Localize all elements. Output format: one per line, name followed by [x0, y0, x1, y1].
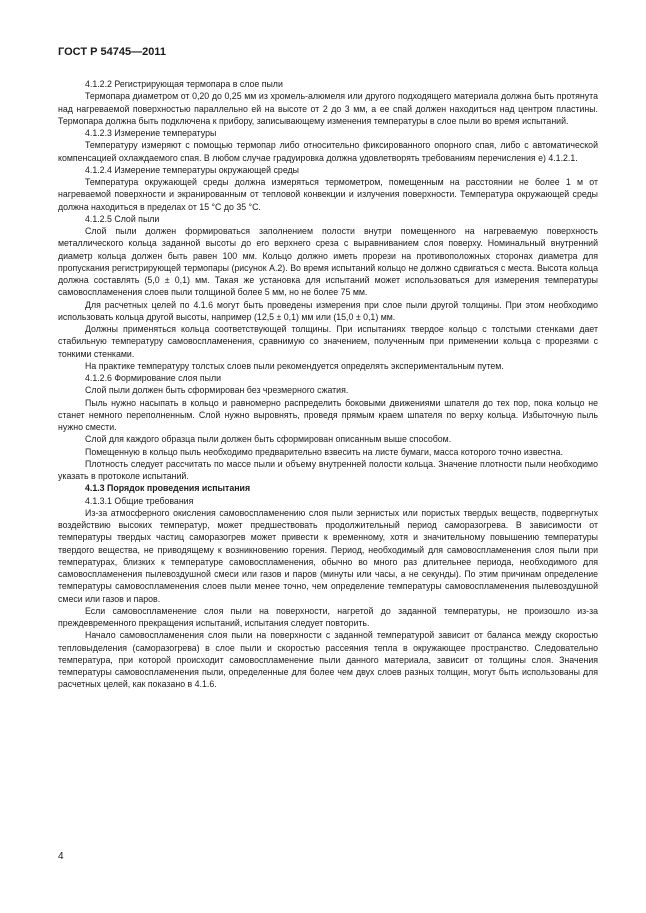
page-number: 4	[58, 851, 64, 862]
paragraph: Начало самовоспламенения слоя пыли на поверхности с заданной температурой зависит от баланса между скоростью тепловыделения (саморазогрева) в слое пыли и скоростью рассеяния тепла в окружающее пространство. Следовательно температура, при которой происходит самовоспламенение пыли данного материала, зависит от толщины слоя. Значения температуры самовоспламенения пыли, определенные для более чем двух слоев разных толщин, могут быть использованы для расчетных целей, как показано в 4.1.6.	[58, 630, 598, 690]
paragraph: Если самовоспламенение слоя пыли на поверхности, нагретой до заданной температуры, не произошло из-за преждевременного прекращения испытаний, испытания следует повторить.	[58, 605, 598, 628]
paragraph: Слой для каждого образца пыли должен быть сформирован описанным выше способом.	[85, 434, 452, 445]
paragraph: Для расчетных целей по 4.1.6 могут быть проведены измерения при слое пыли другой толщины. При этом необходимо использовать кольца другой высоты, например (12,5 ± 0,1) мм или (15,0 ± 0,1) мм.	[58, 299, 598, 322]
paragraph: Слой пыли должен формироваться заполнением полости внутри помещенного на нагреваемую поверхность металлического кольца заданной высоты до его верхнего среза с выравниванием слоя поверху. Номинальный внутренний диаметр кольца должен быть равен 100 мм. Кольцо должно иметь прорези на противоположных сторонах диаметра для пропускания регистрирующей термопары (рисунок А.2). Во время испытаний кольцо не должно сдвигаться с места. Высота кольца должна составлять (5,0 ± 0,1) мм. Такая же установка для испытаний может использоваться для измерения температуры самовоспламенения слоев пыли толщиной более 5 мм, но не более 75 мм.	[58, 226, 598, 298]
document-body	[58, 78, 598, 691]
paragraph: Плотность следует рассчитать по массе пыли и объему внутренней полости кольца. Значение плотности пыли необходимо указать в протоколе испытаний.	[58, 458, 598, 481]
subsection-heading: 4.1.2.6 Формирование слоя пыли	[85, 373, 222, 383]
document-header: ГОСТ Р 54745—2011	[58, 46, 166, 58]
paragraph: Из-за атмосферного окисления самовоспламенению слоя пыли зернистых или пористых твердых веществ, подвергнутых воздействию высоких температур, может предшествовать продолжительный период саморазогрева. В зависимости от температуры твердых частиц саморазогрев может привести к временному, хотя и значительному повышению температуры твердого вещества, не приводящему к возникновению горения. Период, необходимый для самовоспламенения слоя пыли при температурах, близких к температуре самовоспламенения, обычно во много раз длительнее периода, необходимого для самовоспламенения пылевоздушной смеси или газов и паров (минуты или часы, а не секунды). По этим причинам определение температуры самовоспламенения слоев пыли менее точно, чем определение температуры самовоспламенения пылевоздушной смеси или газов и паров.	[58, 507, 598, 604]
section-heading: 4.1.3 Порядок проведения испытания	[85, 483, 251, 494]
subsection-heading: 4.1.3.1 Общие требования	[85, 495, 194, 506]
paragraph: Слой пыли должен быть сформирован без чрезмерного сжатия.	[85, 385, 349, 396]
paragraph: Должны применяться кольца соответствующей толщины. При испытаниях твердое кольцо с толстыми стенками дает стабильную температуру самовоспламенения, сравнимую со значением, полученным при применении кольца с прорезями с тонкими стенками.	[58, 324, 598, 359]
paragraph: Пыль нужно насыпать в кольцо и равномерно распределить боковыми движениями шпателя до тех пор, пока кольцо не станет немного переполненным. Слой нужно выровнять, проведя прямым краем шпателя по верху кольца. Избыточную пыль нужно смести.	[58, 397, 598, 432]
paragraph: Температура окружающей среды должна измеряться термометром, помещенным на расстоянии не более 1 м от нагреваемой поверхности и экранированным от тепловой конвекции и излучения поверхности. Температура окружающей среды должна находиться в пределах от 15 °С до 35 °С.	[58, 177, 598, 212]
subsection-heading: 4.1.2.3 Измерение температуры	[85, 128, 217, 138]
paragraph: На практике температуру толстых слоев пыли рекомендуется определять экспериментальным путем.	[85, 360, 504, 371]
paragraph: Помещенную в кольцо пыль необходимо предварительно взвесить на листе бумаги, масса которого точно известна.	[85, 446, 563, 457]
subsection-heading: 4.1.2.2 Регистрирующая термопара в слое пыли	[85, 79, 283, 89]
paragraph: Термопара диаметром от 0,20 до 0,25 мм из хромель-алюмеля или другого подходящего материала должна быть протянута над нагреваемой поверхностью параллельно ей на высоте от 2 до 3 мм, а ее спай должен находиться над центром пластины. Термопара должна быть подключена к прибору, записывающему изменения температуры в слое пыли во время испытаний.	[58, 91, 598, 126]
subsection-heading: 4.1.2.4 Измерение температуры окружающей среды	[85, 164, 299, 175]
paragraph: Температуру измеряют с помощью термопар либо относительно фиксированного опорного спая, либо с автоматической компенсацией охлаждаемого спая. В любом случае градуировка должна удовлетворять требованиям перечисления е) 4.1.2.1.	[58, 140, 598, 163]
subsection-heading: 4.1.2.5 Слой пыли	[85, 213, 160, 224]
